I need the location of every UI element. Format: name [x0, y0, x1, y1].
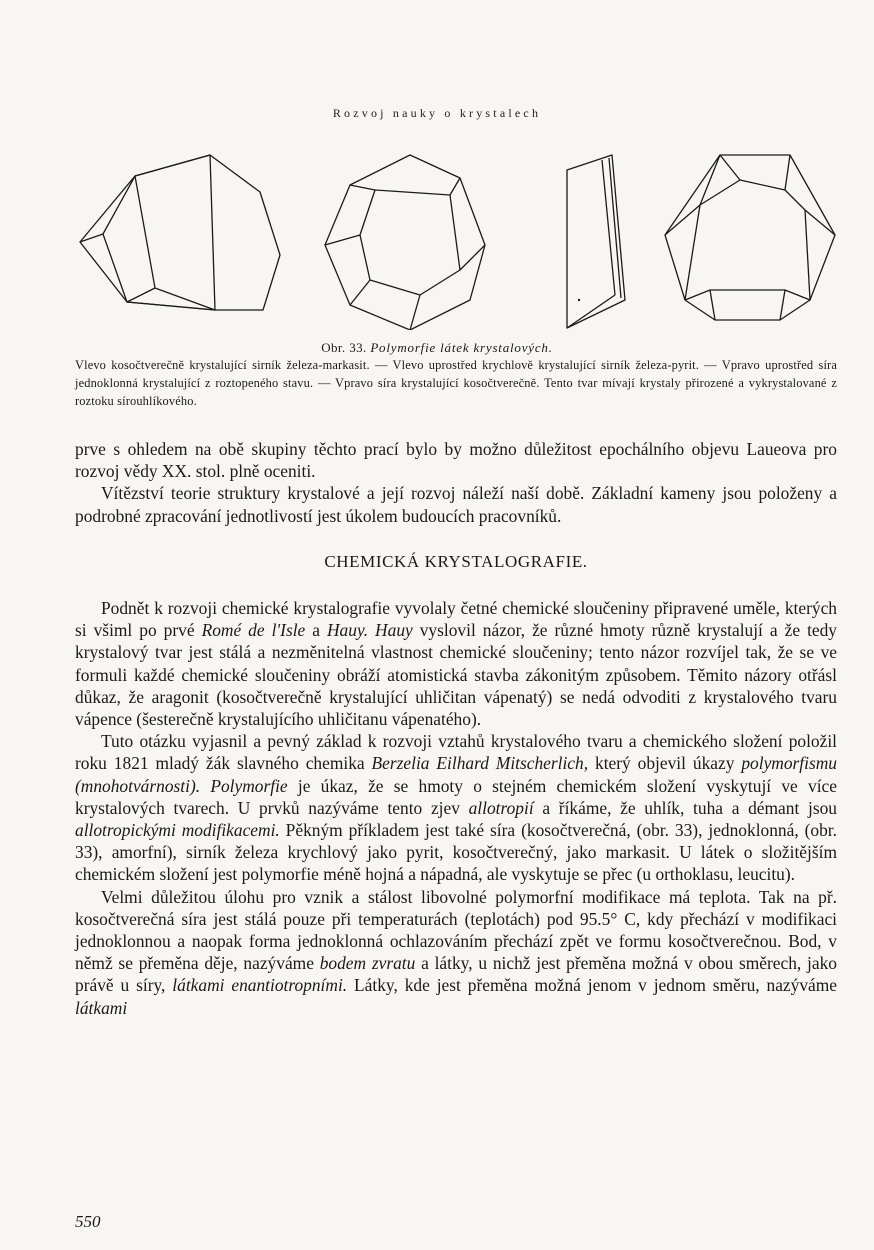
crystal-figure-markasite: [75, 150, 295, 320]
markasite-face: [103, 155, 215, 310]
monoclinic-edge: [567, 295, 615, 328]
figure-number: Obr. 33.: [321, 340, 367, 355]
markasite-edge: [135, 176, 155, 288]
pyrite-edge: [325, 235, 360, 245]
section-title: CHEMICKÁ KRYSTALOGRAFIE.: [324, 551, 588, 571]
orthorhombic-edge: [685, 290, 810, 300]
body-text: [75, 438, 837, 1019]
paragraph-4: Tuto otázku vyjasnil a pevný základ k rozvoji vztahů krystalového tvaru a chemického složení položil roku 1821 mladý žák slavného chemika Berzelia Eilhard Mitscherlich, který objevil úkazy polymorfismu (mnohotvárnosti). Polymorfie je úkaz, že se hmoty o stejném chemickém složení vyskytují ve více krystalových tvarech. U prvků nazýváme tento zjev allotropií a říkáme, že uhlík, tuha a démant jsou allotropickými modifikacemi. Pěkným příkladem jest také síra (kosočtverečná, (obr. 33), jednoklonná, (obr. 33), amorfní), sirník železa krychlový jako pyrit, kosočtverečný, jako markasit. U látek o složitějším chemickém složení jest polymorfie méně hojná a nápadná, ale vyskytuje se přec (u orthoklasu, leucitu).: [75, 731, 837, 885]
paragraph-2: Vítězství teorie struktury krystalové a její rozvoj náleží naší době. Základní kameny jsou položeny a podrobné zpracování jednotlivostí jest úkolem budoucích pracovníků.: [75, 483, 837, 526]
pyrite-edge: [410, 295, 420, 330]
paragraph-1: prve s ohledem na obě skupiny těchto prací bylo by možno důležitost epochálního objevu Laueova pro rozvoj vědy XX. stol. plně oceniti.: [75, 439, 837, 482]
pyrite-edge: [350, 280, 370, 305]
pyrite-edge: [350, 185, 375, 190]
orthorhombic-edge: [700, 180, 835, 235]
crystal-figure-orthorhombic-sulfur: [660, 150, 840, 325]
paragraph-3: Podnět k rozvoji chemické krystalografie vyvolaly četné chemické sloučeniny připravené uměle, kterých si všiml po prvé Romé de l'Isle a Hauy. Hauy vyslovil názor, že různé hmoty různě krystalují a že tedy krystalový tvar jest stálá a nezměnitelná vlastnost chemické sloučeniny; tento názor rozvíjel tak, že se ve formuli každé chemické sloučeniny obráží atomistická stavba zákonitým způsobem. Těmito názory otřásl důkaz, že aragonit (kosočtverečně krystalující uhličitan vápenatý) se nedá odvoditi z krystalového tvaru vápence (šesterečně krystalujícího uhličitanu vápenatého).: [75, 598, 838, 730]
pyrite-edge: [450, 178, 460, 195]
orthorhombic-edge: [710, 290, 715, 320]
orthorhombic-edge: [805, 210, 810, 300]
paragraph-5: Velmi důležitou úlohu pro vznik a stálost libovolné polymorfní modifikace má teplota. Tak na př. kosočtverečná síra jest stálá pouze při temperaturách (teplotách) pod 95.5° C, kdy přechází v modifikaci jednoklonnou a naopak forma jednoklonná ochlazováním přechází zpět ve formu kosočtverečnou. Bod, v němž se přeměna děje, nazýváme bodem zvratu a látky, u nichž jest přeměna možná v obou směrech, jako právě u síry, látkami enantiotropními. Látky, kde jest přeměna možná jenom v jednom směru, nazýváme látkami: [75, 886, 837, 1018]
monoclinic-dot: [578, 299, 580, 301]
markasite-edge: [127, 288, 215, 310]
crystal-figure-monoclinic-sulfur: [557, 150, 642, 330]
orthorhombic-edge: [785, 155, 790, 190]
page-number: 550: [75, 1212, 101, 1231]
orthorhombic-edge: [720, 155, 740, 180]
crystal-figures: [70, 150, 840, 335]
figure-title: Polymorfie látek krystalových.: [370, 340, 553, 355]
figure-caption-body: Vlevo kosočtverečně krystalující sirník železa-markasit. — Vlevo uprostřed krychlově krystalující sirník železa-pyrit. — Vpravo uprostřed síra jednoklonná krystalující z roztopeného stavu. — Vpravo síra krystalující kosočtverečně. Tento tvar mívají krystaly přirozené a vykrystalované z roztoku sírouhlíkového.: [75, 358, 837, 408]
orthorhombic-edge: [780, 290, 785, 320]
pyrite-outline: [325, 155, 485, 330]
monoclinic-edge: [609, 158, 621, 298]
running-head: Rozvoj nauky o krystalech: [332, 106, 542, 120]
markasite-outline: [80, 155, 280, 310]
crystal-figure-pyrite: [320, 150, 490, 330]
orthorhombic-edge: [685, 205, 700, 300]
monoclinic-edge: [602, 160, 615, 295]
figure-caption-title: [0, 340, 874, 356]
pyrite-face: [360, 190, 460, 295]
